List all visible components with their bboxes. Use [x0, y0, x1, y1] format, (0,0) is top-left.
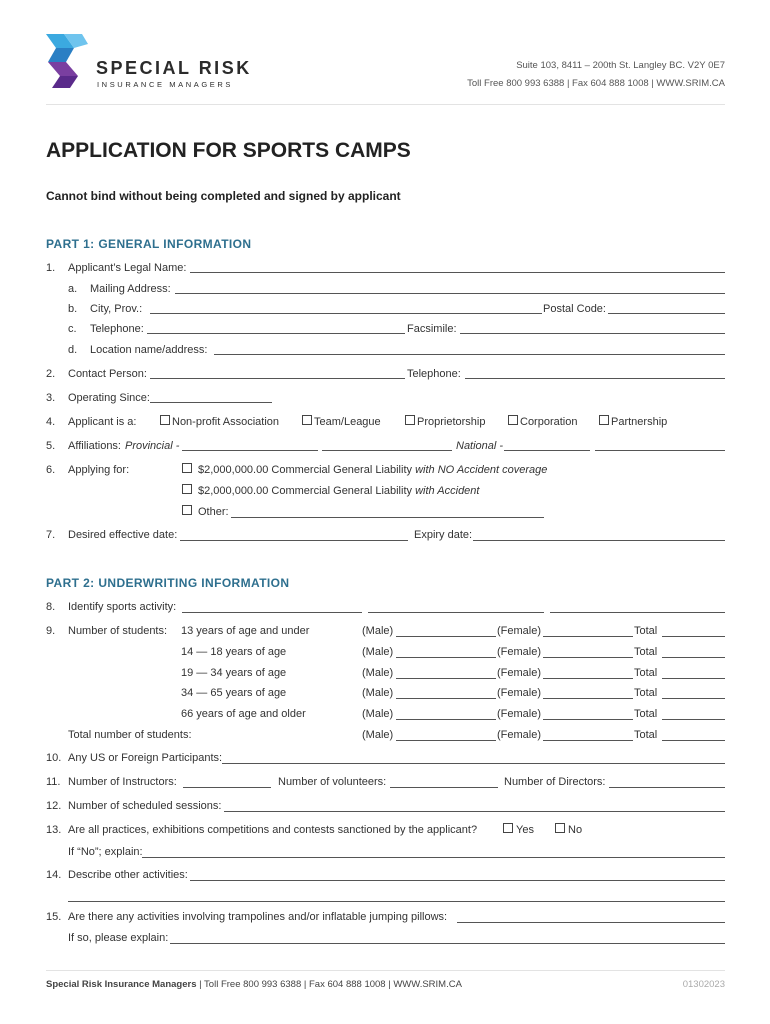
total-label: Total	[634, 708, 658, 720]
q1c-letter: c.	[68, 323, 77, 335]
q15-number: 15.	[46, 911, 62, 923]
trampolines-explain-label: If so, please explain:	[68, 932, 169, 944]
q4-number: 4.	[46, 416, 56, 428]
q2-number: 2.	[46, 368, 56, 380]
q6-number: 6.	[46, 464, 56, 476]
male-label: (Male)	[362, 729, 394, 741]
foreign-participants-label: Any US or Foreign Participants:	[68, 752, 223, 764]
expiry-date-field[interactable]	[473, 540, 725, 541]
telephone-field[interactable]	[147, 333, 405, 334]
contact-telephone-label: Telephone:	[407, 368, 461, 380]
location-label: Location name/address:	[90, 344, 208, 356]
team-league-checkbox[interactable]	[302, 415, 312, 425]
part1-heading: PART 1: GENERAL INFORMATION	[46, 237, 252, 251]
national-label: National -	[456, 440, 504, 452]
total-label: Total	[634, 646, 658, 658]
applicant-type-label: Applicant is a:	[68, 416, 137, 428]
provincial-label: Provincial -	[125, 440, 180, 452]
sports-activity-label: Identify sports activity:	[68, 601, 177, 613]
national-field-1[interactable]	[504, 450, 590, 451]
total-label: Total	[634, 667, 658, 679]
postal-code-label: Postal Code:	[543, 303, 606, 315]
logo	[44, 32, 254, 92]
partnership-checkbox[interactable]	[599, 415, 609, 425]
q12-number: 12.	[46, 800, 62, 812]
part2-heading: PART 2: UNDERWRITING INFORMATION	[46, 576, 290, 590]
footer-divider	[46, 970, 725, 971]
nonprofit-checkbox[interactable]	[160, 415, 170, 425]
page-subtitle: Cannot bind without being completed and signed by applicant	[46, 189, 401, 203]
age-group-label: 19 — 34 years of age	[181, 667, 287, 679]
total-field[interactable]	[662, 698, 725, 699]
female-field[interactable]	[543, 657, 633, 658]
contact-person-label: Contact Person:	[68, 368, 147, 380]
sanctioned-no-checkbox[interactable]	[555, 823, 565, 833]
q1b-letter: b.	[68, 303, 78, 315]
contact-person-field[interactable]	[150, 378, 405, 379]
trampolines-explain-field[interactable]	[170, 943, 725, 944]
instructors-label: Number of Instructors:	[68, 776, 177, 788]
legal-name-field[interactable]	[190, 272, 725, 273]
directors-field[interactable]	[609, 787, 725, 788]
cgl-no-accident-text: $2,000,000.00 Commercial General Liability	[198, 464, 413, 476]
sports-activity-field-1[interactable]	[182, 612, 362, 613]
age-group-label: 13 years of age and under	[181, 625, 310, 637]
facsimile-label: Facsimile:	[407, 323, 457, 335]
city-prov-label: City, Prov.:	[90, 303, 143, 315]
age-group-label: 34 — 65 years of age	[181, 687, 287, 699]
female-field[interactable]	[543, 719, 633, 720]
trampolines-label: Are there any activities involving trampolines and/or inflatable jumping pillows:	[68, 911, 448, 923]
corporation-label: Corporation	[520, 416, 578, 428]
sanctioned-yes-checkbox[interactable]	[503, 823, 513, 833]
total-field[interactable]	[662, 657, 725, 658]
q8-number: 8.	[46, 601, 56, 613]
age-group-label: 66 years of age and older	[181, 708, 306, 720]
male-field[interactable]	[396, 657, 496, 658]
male-field[interactable]	[396, 719, 496, 720]
team-league-label: Team/League	[314, 416, 381, 428]
sanctioned-explain-field[interactable]	[142, 857, 725, 858]
nonprofit-label: Non-profit Association	[172, 416, 279, 428]
total-field[interactable]	[662, 636, 725, 637]
footer-company: Special Risk Insurance Managers	[46, 979, 197, 990]
total-label: Total	[634, 729, 658, 741]
page-title: APPLICATION FOR SPORTS CAMPS	[46, 139, 411, 162]
female-label: (Female)	[497, 625, 542, 637]
q3-number: 3.	[46, 392, 56, 404]
operating-since-field[interactable]	[150, 402, 272, 403]
instructors-field[interactable]	[183, 787, 271, 788]
postal-code-field[interactable]	[608, 313, 725, 314]
q1a-letter: a.	[68, 283, 78, 295]
national-field-2[interactable]	[595, 450, 725, 451]
female-label: (Female)	[497, 646, 542, 658]
sanctioned-label: Are all practices, exhibitions competitions and contests sanctioned by the applicant?	[68, 824, 478, 836]
logo-name: SPECIAL RISK	[96, 58, 252, 78]
volunteers-label: Number of volunteers:	[278, 776, 387, 788]
sanctioned-yes-label: Yes	[516, 824, 534, 836]
provincial-field-2[interactable]	[322, 450, 452, 451]
female-label: (Female)	[497, 667, 542, 679]
male-label: (Male)	[362, 708, 394, 720]
sessions-label: Number of scheduled sessions:	[68, 800, 222, 812]
form-code: 01302023	[682, 979, 725, 990]
volunteers-field[interactable]	[390, 787, 498, 788]
cgl-accident-italic: with Accident	[415, 485, 480, 497]
partnership-label: Partnership	[611, 416, 668, 428]
logo-mark-icon	[44, 32, 90, 90]
other-activities-label: Describe other activities:	[68, 869, 188, 881]
effective-date-label: Desired effective date:	[68, 529, 178, 541]
directors-label: Number of Directors:	[504, 776, 606, 788]
male-label: (Male)	[362, 687, 394, 699]
footer-contact: | Toll Free 800 993 6388 | Fax 604 888 1008 | WWW.SRIM.CA	[196, 979, 462, 990]
cgl-no-accident-label	[198, 464, 547, 476]
q13-number: 13.	[46, 824, 62, 836]
female-field[interactable]	[543, 678, 633, 679]
sports-activity-field-3[interactable]	[550, 612, 725, 613]
mailing-address-label: Mailing Address:	[90, 283, 171, 295]
cgl-no-accident-checkbox[interactable]	[182, 463, 192, 473]
trampolines-field[interactable]	[457, 922, 725, 923]
q11-number: 11.	[46, 776, 61, 788]
sanctioned-no-label: No	[568, 824, 583, 836]
city-prov-field[interactable]	[150, 313, 542, 314]
applying-for-label: Applying for:	[68, 464, 130, 476]
other-coverage-field[interactable]	[231, 517, 544, 518]
total-field[interactable]	[662, 719, 725, 720]
telephone-label: Telephone:	[90, 323, 144, 335]
expiry-date-label: Expiry date:	[414, 529, 473, 541]
female-total-field[interactable]	[543, 740, 633, 741]
male-label: (Male)	[362, 646, 394, 658]
grand-total-field[interactable]	[662, 740, 725, 741]
other-activities-field-2[interactable]	[68, 901, 725, 902]
q1-number: 1.	[46, 262, 56, 274]
female-field[interactable]	[543, 636, 633, 637]
cgl-accident-label	[198, 485, 479, 497]
facsimile-field[interactable]	[460, 333, 725, 334]
total-field[interactable]	[662, 678, 725, 679]
operating-since-label: Operating Since:	[68, 392, 150, 404]
cgl-no-accident-italic: with NO Accident coverage	[415, 464, 548, 476]
cgl-accident-checkbox[interactable]	[182, 484, 192, 494]
male-field[interactable]	[396, 678, 496, 679]
provincial-field-1[interactable]	[182, 450, 318, 451]
q7-number: 7.	[46, 529, 56, 541]
cgl-accident-text: $2,000,000.00 Commercial General Liability	[198, 485, 413, 497]
male-field[interactable]	[396, 698, 496, 699]
q9-number: 9.	[46, 625, 56, 637]
female-label: (Female)	[497, 708, 542, 720]
sessions-field[interactable]	[224, 811, 725, 812]
age-group-label: 14 — 18 years of age	[181, 646, 287, 658]
location-field[interactable]	[214, 354, 725, 355]
female-label: (Female)	[497, 687, 542, 699]
q10-number: 10.	[46, 752, 62, 764]
other-coverage-label: Other:	[198, 506, 229, 518]
contact-telephone-field[interactable]	[465, 378, 725, 379]
proprietorship-checkbox[interactable]	[405, 415, 415, 425]
other-coverage-checkbox[interactable]	[182, 505, 192, 515]
total-label: Total	[634, 625, 658, 637]
female-label: (Female)	[497, 729, 542, 741]
effective-date-field[interactable]	[180, 540, 408, 541]
legal-name-label: Applicant’s Legal Name:	[68, 262, 187, 274]
affiliations-label: Affiliations:	[68, 440, 121, 452]
female-field[interactable]	[543, 698, 633, 699]
mailing-address-field[interactable]	[175, 293, 725, 294]
students-label: Number of students:	[68, 625, 168, 637]
sanctioned-explain-label: If “No”; explain:	[68, 846, 143, 858]
footer-text	[46, 979, 462, 990]
male-label: (Male)	[362, 667, 394, 679]
q5-number: 5.	[46, 440, 56, 452]
total-students-label: Total number of students:	[68, 729, 192, 741]
foreign-participants-field[interactable]	[222, 763, 725, 764]
header-contact: Toll Free 800 993 6388 | Fax 604 888 1008 | WWW.SRIM.CA	[467, 78, 725, 89]
header-address: Suite 103, 8411 – 200th St. Langley BC. V2Y 0E7	[516, 60, 725, 71]
total-label: Total	[634, 687, 658, 699]
proprietorship-label: Proprietorship	[417, 416, 486, 428]
male-field[interactable]	[396, 636, 496, 637]
corporation-checkbox[interactable]	[508, 415, 518, 425]
male-label: (Male)	[362, 625, 394, 637]
male-total-field[interactable]	[396, 740, 496, 741]
header-divider	[46, 104, 725, 105]
other-activities-field[interactable]	[190, 880, 725, 881]
logo-subname: INSURANCE MANAGERS	[97, 80, 233, 89]
q14-number: 14.	[46, 869, 62, 881]
sports-activity-field-2[interactable]	[368, 612, 544, 613]
q1d-letter: d.	[68, 344, 78, 356]
